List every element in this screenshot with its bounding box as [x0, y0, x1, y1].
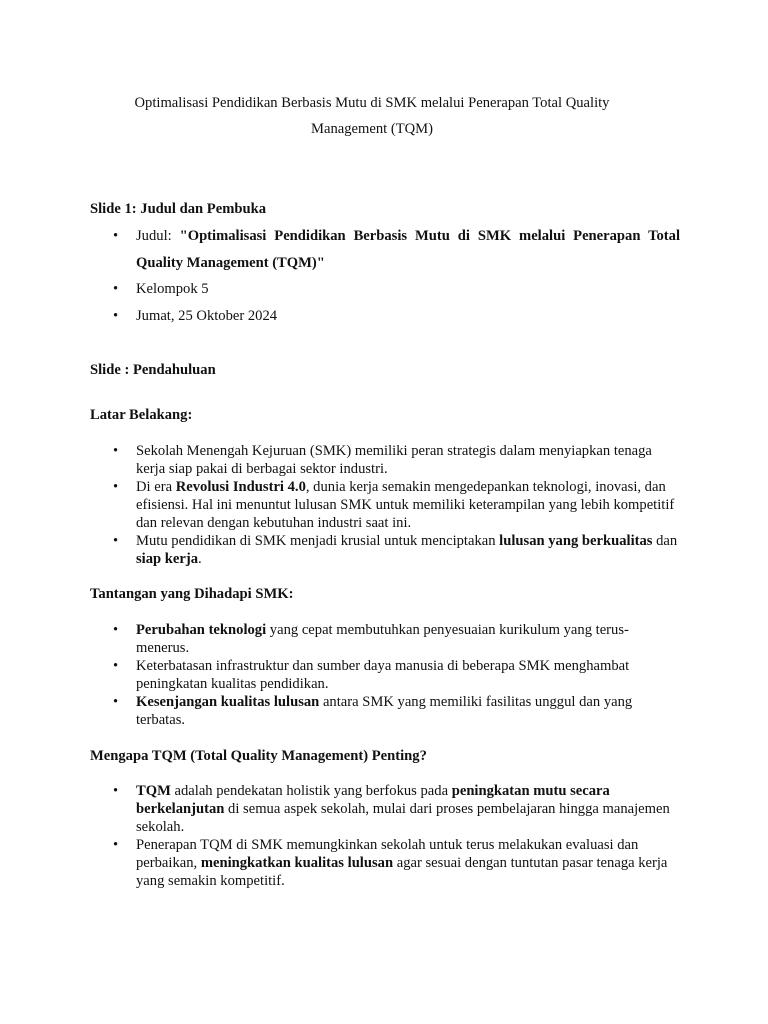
text-run: yang cepat membutuhkan penyesuaian kurikulum yang terus-menerus.: [136, 622, 629, 656]
tantangan-list: [90, 621, 680, 729]
text-run: Di era: [136, 479, 176, 495]
latar-heading: Latar Belakang:: [90, 407, 193, 423]
list-item-kelompok: • Kelompok 5: [90, 276, 680, 303]
tqm-heading: Mengapa TQM (Total Quality Management) Penting?: [90, 748, 427, 764]
slide1-heading: Slide 1: Judul dan Pembuka: [90, 201, 266, 217]
latar-list: [90, 442, 680, 568]
emphasis: Kesenjangan kualitas lulusan: [136, 694, 320, 710]
emphasis: peningkatan mutu secara berkelanjutan: [136, 783, 610, 817]
judul-text: "Optimalisasi Pendidikan Berbasis Mutu di SMK melalui Penerapan Total Quality Management (TQM)": [136, 228, 681, 271]
list-item: [90, 693, 680, 729]
tantangan-heading: Tantangan yang Dihadapi SMK:: [90, 586, 294, 602]
text-run: .: [198, 551, 202, 567]
text-run: dan: [652, 533, 678, 549]
emphasis: TQM: [136, 783, 171, 799]
slide1-list: [90, 223, 680, 329]
text-run: antara SMK yang memiliki fasilitas unggul dan yang terbatas.: [136, 694, 633, 728]
emphasis: Revolusi Industri 4.0: [175, 479, 306, 495]
document-title: [90, 90, 654, 142]
title-line-1: Optimalisasi Pendidikan Berbasis Mutu di SMK melalui Penerapan Total Quality: [134, 95, 610, 111]
emphasis: lulusan yang berkualitas: [499, 533, 653, 549]
list-item: [90, 836, 680, 890]
judul-label: Judul:: [136, 228, 180, 244]
list-item: [90, 621, 680, 657]
text-run: adalah pendekatan holistik yang berfokus pada: [170, 783, 452, 799]
title-line-2: Management (TQM): [311, 121, 433, 137]
list-item: • Keterbatasan infrastruktur dan sumber daya manusia di beberapa SMK menghambat peningkatan kualitas pendidikan.: [90, 657, 680, 693]
text-run: Penerapan TQM di SMK memungkinkan sekolah untuk terus melakukan evaluasi dan perbaikan,: [136, 837, 639, 871]
list-item-tanggal: • Jumat, 25 Oktober 2024: [90, 303, 680, 330]
list-item: [90, 782, 680, 836]
slide2-heading: Slide : Pendahuluan: [90, 362, 216, 378]
text-run: , dunia kerja semakin mengedepankan teknologi, inovasi, dan efisiensi. Hal ini menuntut lulusan SMK untuk memiliki keterampilan yang lebih kompetitif dan relevan dengan kebutuhan industri saat ini.: [136, 479, 675, 531]
emphasis: siap kerja: [136, 551, 199, 567]
list-item: • Sekolah Menengah Kejuruan (SMK) memiliki peran strategis dalam menyiapkan tenaga kerja siap pakai di berbagai sektor industri.: [90, 442, 680, 478]
emphasis: Perubahan teknologi: [136, 622, 267, 638]
text-run: di semua aspek sekolah, mulai dari proses pembelajaran hingga manajemen sekolah.: [136, 801, 670, 835]
emphasis: meningkatkan kualitas lulusan: [200, 855, 394, 871]
list-item: [90, 478, 680, 532]
list-item: [90, 532, 680, 568]
tqm-list: [90, 782, 680, 890]
list-item-judul: [90, 223, 680, 276]
text-run: Mutu pendidikan di SMK menjadi krusial untuk menciptakan: [136, 533, 500, 549]
text-run: agar sesuai dengan tuntutan pasar tenaga kerja yang semakin kompetitif.: [136, 855, 668, 889]
